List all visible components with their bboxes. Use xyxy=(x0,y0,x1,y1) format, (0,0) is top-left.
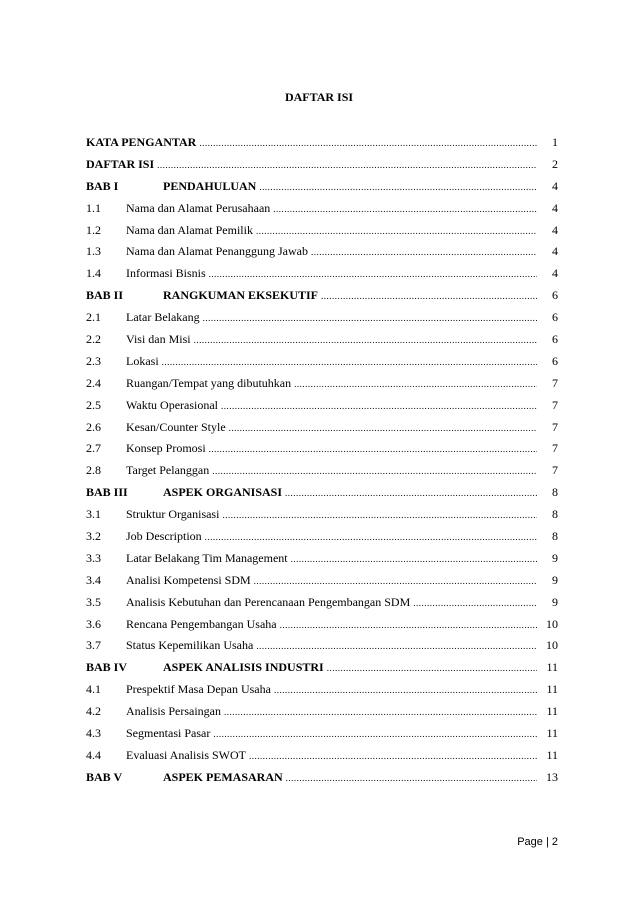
toc-entry xyxy=(86,201,558,223)
dot-leader xyxy=(209,269,537,279)
toc-entry xyxy=(86,726,558,748)
dot-leader xyxy=(311,247,537,257)
dot-leader xyxy=(221,401,537,411)
dot-leader xyxy=(229,423,537,433)
toc-entry xyxy=(86,157,558,179)
toc-entry-page: 7 xyxy=(552,419,558,434)
toc-entry-number: 4.1 xyxy=(86,682,101,697)
toc-entry-label: KATA PENGANTAR xyxy=(86,135,197,149)
toc-entry-page: 8 xyxy=(552,485,558,500)
toc-entry-label: Konsep Promosi xyxy=(126,441,206,456)
toc-entry-number: 2.2 xyxy=(86,332,101,347)
toc-entry-label: DAFTAR ISI xyxy=(86,156,155,171)
toc-entry-number: 1.3 xyxy=(86,244,101,259)
dot-leader xyxy=(199,138,537,148)
toc-entry xyxy=(86,507,558,529)
page-footer: Page | 2 xyxy=(517,836,558,848)
toc-entry-label: RANGKUMAN EKSEKUTIF xyxy=(163,288,319,303)
toc-entry-label: ASPEK ORGANISASI xyxy=(163,485,283,500)
toc-entry-page: 6 xyxy=(552,288,558,303)
toc-entry-number: 2.4 xyxy=(86,375,101,390)
toc-entry-number: 4.2 xyxy=(86,704,101,719)
toc-entry-page: 4 xyxy=(552,178,558,193)
toc-entry-page: 6 xyxy=(552,332,558,347)
toc-entry-label: Status Kepemilikan Usaha xyxy=(126,638,254,653)
toc-entry-label: Nama dan Alamat Perusahaan xyxy=(126,200,271,215)
toc-entry-number: BAB IV xyxy=(86,660,128,675)
toc-entry-label: Job Description xyxy=(126,529,202,544)
toc-entry-number: 2.5 xyxy=(86,397,101,412)
toc-entry-label: Rencana Pengembangan Usaha xyxy=(126,616,277,631)
toc-entry-number: 2.6 xyxy=(86,419,101,434)
toc-entry-page: 11 xyxy=(546,747,558,762)
dot-leader xyxy=(280,620,537,630)
toc-entry xyxy=(86,748,558,770)
toc-entry-page: 11 xyxy=(546,726,558,741)
dot-leader xyxy=(212,466,537,476)
toc-entry-number: BAB III xyxy=(86,485,128,500)
toc-entry-page: 8 xyxy=(552,529,558,544)
toc-entry-page: 10 xyxy=(546,616,558,631)
toc-entry-page: 4 xyxy=(552,222,558,237)
toc-entry-page: 9 xyxy=(552,572,558,587)
toc-entry-label: ASPEK ANALISIS INDUSTRI xyxy=(163,660,324,675)
dot-leader xyxy=(327,663,537,673)
toc-entry xyxy=(86,617,558,639)
toc-entry-number: BAB I xyxy=(86,178,119,193)
toc-entry-number: 3.3 xyxy=(86,550,101,565)
dot-leader xyxy=(285,488,537,498)
toc-entry xyxy=(86,332,558,354)
toc-entry xyxy=(86,595,558,617)
toc-entry-number: 4.4 xyxy=(86,747,101,762)
dot-leader xyxy=(194,335,537,345)
toc-entry-label: Evaluasi Analisis SWOT xyxy=(126,747,246,762)
toc-entry-number: 1.4 xyxy=(86,266,101,281)
dot-leader xyxy=(321,291,537,301)
toc-entry xyxy=(86,682,558,704)
toc-entry-label: Target Pelanggan xyxy=(126,463,210,478)
dot-leader xyxy=(413,598,537,608)
toc-entry-page: 13 xyxy=(546,769,558,784)
toc-entry xyxy=(86,551,558,573)
dot-leader xyxy=(259,182,537,192)
toc-entry-label: Visi dan Misi xyxy=(126,332,191,347)
toc-entry xyxy=(86,354,558,376)
toc-entry xyxy=(86,704,558,726)
dot-leader xyxy=(222,510,537,520)
toc-entry xyxy=(86,223,558,245)
toc-entry-page: 9 xyxy=(552,550,558,565)
toc-entry-page: 7 xyxy=(552,375,558,390)
toc-entry-label: Analisi Kompetensi SDM xyxy=(126,572,251,587)
toc-entry-number: 3.6 xyxy=(86,616,101,631)
toc-entry xyxy=(86,573,558,595)
toc-entry-number: 1.1 xyxy=(86,200,101,215)
toc-entry-page: 7 xyxy=(552,463,558,478)
dot-leader xyxy=(157,160,537,170)
page-title: DAFTAR ISI xyxy=(284,90,354,104)
dot-leader xyxy=(291,554,537,564)
toc-entry xyxy=(86,660,558,682)
toc-entry-number: 3.2 xyxy=(86,529,101,544)
dot-leader xyxy=(256,641,537,651)
toc-entry-page: 1 xyxy=(552,135,558,149)
toc-entry-label: Segmentasi Pasar xyxy=(126,726,211,741)
toc-entry xyxy=(86,441,558,463)
toc-entry-number: 2.3 xyxy=(86,353,101,368)
toc-entry xyxy=(86,398,558,420)
toc-entry-number: 3.7 xyxy=(86,638,101,653)
dot-leader xyxy=(249,751,537,761)
toc-entry-label: Latar Belakang Tim Management xyxy=(126,550,288,565)
dot-leader xyxy=(205,532,537,542)
toc-entry-number: BAB V xyxy=(86,769,123,784)
dot-leader xyxy=(203,313,537,323)
toc-entry-label: Waktu Operasional xyxy=(126,397,219,412)
toc-entry-label: Latar Belakang xyxy=(126,310,200,325)
toc-entry-label: PENDAHULUAN xyxy=(163,178,257,193)
dot-leader xyxy=(209,444,537,454)
toc-entry-label: Lokasi xyxy=(126,353,159,368)
toc-entry-number: 3.5 xyxy=(86,594,101,609)
dot-leader xyxy=(256,226,537,236)
dot-leader xyxy=(254,576,537,586)
toc-entry-page: 11 xyxy=(546,682,558,697)
toc-entry xyxy=(86,288,558,310)
dot-leader xyxy=(213,729,537,739)
toc-entry-number: 1.2 xyxy=(86,222,101,237)
toc-entry xyxy=(86,179,558,201)
dot-leader xyxy=(286,773,537,783)
toc-entry-number: 2.1 xyxy=(86,310,101,325)
toc-entry-page: 2 xyxy=(552,156,558,171)
toc-entry-number: 3.4 xyxy=(86,572,101,587)
dot-leader xyxy=(274,685,537,695)
toc-entry-page: 4 xyxy=(552,266,558,281)
dot-leader xyxy=(224,707,537,717)
toc-entry xyxy=(86,770,558,792)
toc-entry-page: 8 xyxy=(552,507,558,522)
toc-entry-label: Analisis Kebutuhan dan Perencanaan Pengembangan SDM xyxy=(126,594,411,609)
toc-entry-page: 7 xyxy=(552,441,558,456)
dot-leader xyxy=(294,379,537,389)
toc-entry xyxy=(86,376,558,398)
toc-entry-label: Analisis Persaingan xyxy=(126,704,221,719)
toc-entry-label: Nama dan Alamat Pemilik xyxy=(126,222,253,237)
toc-entry xyxy=(86,485,558,507)
toc-entry-label: Informasi Bisnis xyxy=(126,266,206,281)
toc-entry-number: BAB II xyxy=(86,288,124,303)
toc-entry xyxy=(86,266,558,288)
toc-entry-label: Ruangan/Tempat yang dibutuhkan xyxy=(126,375,292,390)
toc-entry-page: 4 xyxy=(552,200,558,215)
dot-leader xyxy=(273,204,537,214)
toc-entry-label: Prespektif Masa Depan Usaha xyxy=(126,682,271,697)
toc-entry-page: 11 xyxy=(546,660,558,675)
toc-entry-page: 10 xyxy=(546,638,558,653)
dot-leader xyxy=(162,357,537,367)
toc-entry-number: 3.1 xyxy=(86,507,101,522)
toc-entry xyxy=(86,463,558,485)
toc-entry-page: 9 xyxy=(552,594,558,609)
toc-entry-label: Struktur Organisasi xyxy=(126,507,220,522)
toc-entry-number: 2.8 xyxy=(86,463,101,478)
toc-entry-label: ASPEK PEMASARAN xyxy=(163,769,283,784)
toc-entry xyxy=(86,310,558,332)
toc-entry xyxy=(86,638,558,660)
toc-entry-page: 7 xyxy=(552,397,558,412)
toc-entry-page: 11 xyxy=(546,704,558,719)
toc-entry-page: 6 xyxy=(552,310,558,325)
toc-entry xyxy=(86,135,558,157)
toc-entry xyxy=(86,420,558,442)
toc-entry-page: 6 xyxy=(552,353,558,368)
toc-entry-label: Nama dan Alamat Penanggung Jawab xyxy=(126,244,308,259)
toc-entry-label: Kesan/Counter Style xyxy=(126,419,226,434)
toc-entry-number: 2.7 xyxy=(86,441,101,456)
table-of-contents xyxy=(86,135,558,792)
toc-entry-number: 4.3 xyxy=(86,726,101,741)
toc-entry xyxy=(86,529,558,551)
toc-entry-page: 4 xyxy=(552,244,558,259)
toc-entry xyxy=(86,244,558,266)
